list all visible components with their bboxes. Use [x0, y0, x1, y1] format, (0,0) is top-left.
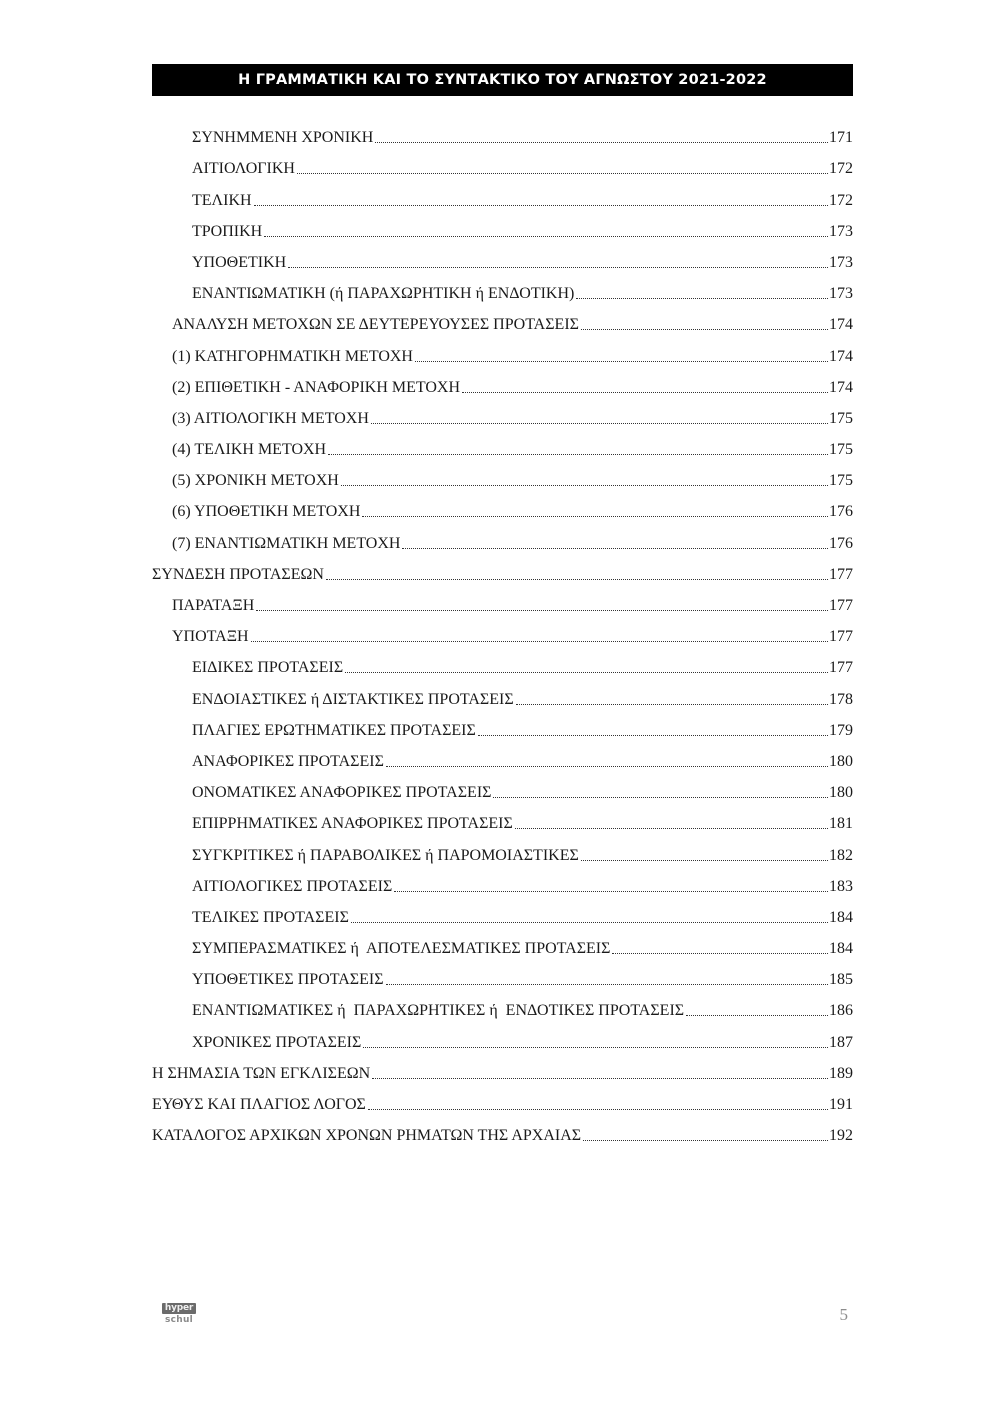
- toc-entry-page: 176: [829, 534, 853, 552]
- toc-dot-leader: [345, 671, 828, 673]
- toc-entry-title: ΕΝΔΟΙΑΣΤΙΚΕΣ ή ΔΙΣΤΑΚΤΙΚΕΣ ΠΡΟΤΑΣΕΙΣ: [192, 690, 514, 708]
- toc-entry-title: ΕΠΙΡΡΗΜΑΤΙΚΕΣ ΑΝΑΦΟΡΙΚΕΣ ΠΡΟΤΑΣΕΙΣ: [192, 815, 513, 833]
- toc-entry-page: 174: [829, 316, 853, 334]
- toc-entry[interactable]: [152, 179, 853, 210]
- toc-entry[interactable]: [152, 491, 853, 522]
- toc-entry[interactable]: [152, 741, 853, 772]
- toc-entry-page: 180: [829, 784, 853, 802]
- toc-entry-title: ΚΑΤΑΛΟΓΟΣ ΑΡΧΙΚΩΝ ΧΡΟΝΩΝ ΡΗΜΑΤΩΝ ΤΗΣ ΑΡΧΑΙΑΣ: [152, 1127, 582, 1145]
- toc-entry[interactable]: [152, 866, 853, 897]
- toc-entry-page: 181: [829, 815, 853, 833]
- toc-entry-page: 189: [829, 1064, 853, 1082]
- toc-entry-title: ΥΠΟΘΕΤΙΚΕΣ ΠΡΟΤΑΣΕΙΣ: [192, 971, 384, 989]
- toc-entry-title: ΑΙΤΙΟΛΟΓΙΚΗ: [192, 160, 295, 178]
- toc-entry-title: ΥΠΟΤΑΞΗ: [172, 628, 249, 646]
- toc-dot-leader: [402, 547, 828, 549]
- toc-entry[interactable]: [152, 678, 853, 709]
- toc-dot-leader: [686, 1014, 828, 1016]
- toc-entry[interactable]: [152, 928, 853, 959]
- toc-entry-title: (2) ΕΠΙΘΕΤΙΚΗ - ΑΝΑΦΟΡΙΚΗ ΜΕΤΟΧΗ: [172, 378, 461, 396]
- toc-entry-page: 177: [829, 597, 853, 614]
- toc-entry-title: ΟΝΟΜΑΤΙΚΕΣ ΑΝΑΦΟΡΙΚΕΣ ΠΡΟΤΑΣΕΙΣ: [192, 784, 492, 802]
- toc-entry[interactable]: [152, 834, 853, 865]
- toc-entry-page: 186: [829, 1002, 853, 1020]
- toc-entry[interactable]: [152, 897, 853, 928]
- toc-dot-leader: [583, 1139, 828, 1141]
- toc-entry[interactable]: [152, 335, 853, 366]
- toc-entry-title: ΤΕΛΙΚΕΣ ΠΡΟΤΑΣΕΙΣ: [192, 908, 349, 926]
- toc-entry-page: 180: [829, 752, 853, 770]
- toc-dot-leader: [612, 952, 828, 954]
- toc-entry[interactable]: [152, 772, 853, 803]
- toc-entry-title: (1) ΚΑΤΗΓΟΡΗΜΑΤΙΚΗ ΜΕΤΟΧΗ: [172, 347, 413, 365]
- toc-entry-title: (3) ΑΙΤΙΟΛΟΓΙΚΗ ΜΕΤΟΧΗ: [172, 409, 369, 427]
- toc-entry-title: ΑΝΑΛΥΣΗ ΜΕΤΟΧΩΝ ΣΕ ΔΕΥΤΕΡΕΥΟΥΣΕΣ ΠΡΟΤΑΣΕΙΣ: [172, 316, 579, 334]
- toc-entry-page: 192: [829, 1127, 853, 1145]
- toc-dot-leader: [394, 890, 828, 892]
- toc-entry-title: ΑΙΤΙΟΛΟΓΙΚΕΣ ΠΡΟΤΑΣΕΙΣ: [192, 877, 393, 895]
- toc-entry-title: (6) ΥΠΟΘΕΤΙΚΗ ΜΕΤΟΧΗ: [172, 503, 361, 521]
- publisher-logo: [162, 1303, 196, 1327]
- header-title: Η ΓΡΑΜΜΑΤΙΚΗ ΚΑΙ ΤΟ ΣΥΝΤΑΚΤΙΚΟ ΤΟΥ ΑΓΝΩΣΤΟΥ 2021-2022: [238, 72, 767, 88]
- toc-entry[interactable]: [152, 1084, 853, 1115]
- toc-entry-page: 173: [829, 253, 853, 271]
- toc-dot-leader: [341, 484, 828, 486]
- toc-entry-page: 177: [829, 565, 853, 583]
- toc-entry-page: 178: [829, 690, 853, 708]
- toc-dot-leader: [368, 1108, 828, 1110]
- toc-entry-page: 176: [829, 503, 853, 521]
- page-header: [152, 64, 853, 96]
- toc-entry[interactable]: [152, 585, 853, 616]
- toc-entry-title: ΕΝΑΝΤΙΩΜΑΤΙΚΗ (ή ΠΑΡΑΧΩΡΗΤΙΚΗ ή ΕΝΔΟΤΙΚΗ): [192, 285, 575, 303]
- toc-entry-page: 179: [829, 721, 853, 739]
- toc-entry-page: 174: [829, 347, 853, 365]
- toc-dot-leader: [515, 827, 828, 829]
- toc-entry-title: ΧΡΟΝΙΚΕΣ ΠΡΟΤΑΣΕΙΣ: [192, 1033, 362, 1051]
- toc-dot-leader: [371, 422, 828, 424]
- toc-entry[interactable]: [152, 616, 853, 647]
- toc-entry[interactable]: [152, 522, 853, 553]
- toc-entry-title: (7) ΕΝΑΝΤΙΩΜΑΤΙΚΗ ΜΕΤΟΧΗ: [172, 534, 401, 552]
- toc-entry-page: 177: [829, 628, 853, 646]
- toc-dot-leader: [386, 983, 828, 985]
- logo-bottom-text: schul: [164, 1315, 194, 1325]
- toc-entry-title: (5) ΧΡΟΝΙΚΗ ΜΕΤΟΧΗ: [172, 472, 339, 490]
- toc-entry[interactable]: [152, 990, 853, 1021]
- toc-entry[interactable]: [152, 304, 853, 335]
- toc-entry-page: 173: [829, 285, 853, 303]
- toc-entry-title: ΠΛΑΓΙΕΣ ΕΡΩΤΗΜΑΤΙΚΕΣ ΠΡΟΤΑΣΕΙΣ: [192, 721, 476, 739]
- toc-dot-leader: [478, 734, 828, 736]
- toc-dot-leader: [297, 172, 828, 174]
- toc-entry[interactable]: [152, 554, 853, 585]
- toc-entry[interactable]: [152, 710, 853, 741]
- toc-entry-page: 171: [829, 129, 853, 147]
- toc-entry-title: ΕΝΑΝΤΙΩΜΑΤΙΚΕΣ ή ΠΑΡΑΧΩΡΗΤΙΚΕΣ ή ΕΝΔΟΤΙΚΕΣ ΠΡΟΤΑΣΕΙΣ: [192, 1002, 685, 1020]
- toc-entry[interactable]: [152, 803, 853, 834]
- toc-dot-leader: [256, 609, 828, 611]
- toc-entry-page: 191: [829, 1096, 853, 1113]
- toc-entry[interactable]: [152, 273, 853, 304]
- toc-entry-title: ΕΙΔΙΚΕΣ ΠΡΟΤΑΣΕΙΣ: [192, 659, 344, 677]
- toc-entry-title: Η ΣΗΜΑΣΙΑ ΤΩΝ ΕΓΚΛΙΣΕΩΝ: [152, 1064, 371, 1082]
- toc-dot-leader: [372, 1077, 828, 1079]
- toc-entry-page: 175: [829, 472, 853, 490]
- toc-entry[interactable]: [152, 959, 853, 990]
- toc-entry-page: 177: [829, 659, 853, 677]
- toc-entry[interactable]: [152, 242, 853, 273]
- toc-entry-title: ΣΥΓΚΡΙΤΙΚΕΣ ή ΠΑΡΑΒΟΛΙΚΕΣ ή ΠΑΡΟΜΟΙΑΣΤΙΚΕΣ: [192, 846, 579, 864]
- toc-dot-leader: [386, 765, 828, 767]
- toc-dot-leader: [581, 859, 828, 861]
- toc-entry-title: ΤΕΛΙΚΗ: [192, 191, 252, 209]
- toc-entry-title: ΥΠΟΘΕΤΙΚΗ: [192, 253, 287, 271]
- toc-dot-leader: [251, 640, 828, 642]
- toc-dot-leader: [415, 360, 828, 362]
- toc-entry-page: 173: [829, 222, 853, 240]
- toc-entry-page: 184: [829, 908, 853, 926]
- toc-dot-leader: [362, 515, 828, 517]
- toc-entry-title: ΤΡΟΠΙΚΗ: [192, 222, 263, 240]
- toc-entry-page: 172: [829, 191, 853, 209]
- toc-dot-leader: [462, 391, 828, 393]
- toc-dot-leader: [288, 266, 828, 268]
- toc-entry[interactable]: [152, 211, 853, 242]
- toc-entry-page: 187: [829, 1033, 853, 1051]
- toc-entry-title: ΣΥΜΠΕΡΑΣΜΑΤΙΚΕΣ ή ΑΠΟΤΕΛΕΣΜΑΤΙΚΕΣ ΠΡΟΤΑΣΕΙΣ: [192, 940, 611, 958]
- toc-entry[interactable]: [152, 647, 853, 678]
- toc-entry[interactable]: [152, 117, 853, 148]
- toc-entry-page: 182: [829, 846, 853, 864]
- toc-dot-leader: [516, 703, 828, 705]
- toc-entry-page: 175: [829, 441, 853, 459]
- toc-entry[interactable]: [152, 460, 853, 491]
- toc-dot-leader: [581, 328, 828, 330]
- toc-dot-leader: [351, 921, 828, 923]
- toc-dot-leader: [326, 578, 828, 580]
- table-of-contents: [152, 117, 853, 1146]
- logo-top-text: hyper: [162, 1303, 196, 1314]
- toc-dot-leader: [375, 141, 828, 143]
- toc-entry[interactable]: [152, 148, 853, 179]
- toc-entry-page: 175: [829, 409, 853, 427]
- toc-dot-leader: [363, 1046, 828, 1048]
- toc-dot-leader: [254, 204, 828, 206]
- toc-entry-title: ΣΥΝΗΜΜΕΝΗ ΧΡΟΝΙΚΗ: [192, 129, 374, 147]
- toc-entry-page: 184: [829, 940, 853, 958]
- page-number: 5: [839, 1305, 848, 1324]
- toc-entry[interactable]: [152, 1053, 853, 1084]
- toc-entry-page: 185: [829, 971, 853, 989]
- toc-entry-title: (4) ΤΕΛΙΚΗ ΜΕΤΟΧΗ: [172, 441, 327, 459]
- toc-entry-page: 183: [829, 877, 853, 895]
- toc-dot-leader: [328, 453, 828, 455]
- toc-entry[interactable]: [152, 429, 853, 460]
- toc-entry[interactable]: [152, 1115, 853, 1146]
- toc-entry-title: ΑΝΑΦΟΡΙΚΕΣ ΠΡΟΤΑΣΕΙΣ: [192, 752, 384, 770]
- toc-entry[interactable]: [152, 367, 853, 398]
- toc-dot-leader: [576, 297, 828, 299]
- toc-dot-leader: [493, 796, 828, 798]
- toc-entry-page: 172: [829, 160, 853, 178]
- toc-entry[interactable]: [152, 1021, 853, 1052]
- toc-entry[interactable]: [152, 398, 853, 429]
- toc-entry-title: ΠΑΡΑΤΑΞΗ: [172, 597, 255, 614]
- toc-dot-leader: [264, 235, 828, 237]
- toc-entry-title: ΕΥΘΥΣ ΚΑΙ ΠΛΑΓΙΟΣ ΛΟΓΟΣ: [152, 1096, 366, 1113]
- toc-entry-page: 174: [829, 378, 853, 396]
- toc-entry-title: ΣΥΝΔΕΣΗ ΠΡΟΤΑΣΕΩΝ: [152, 565, 324, 583]
